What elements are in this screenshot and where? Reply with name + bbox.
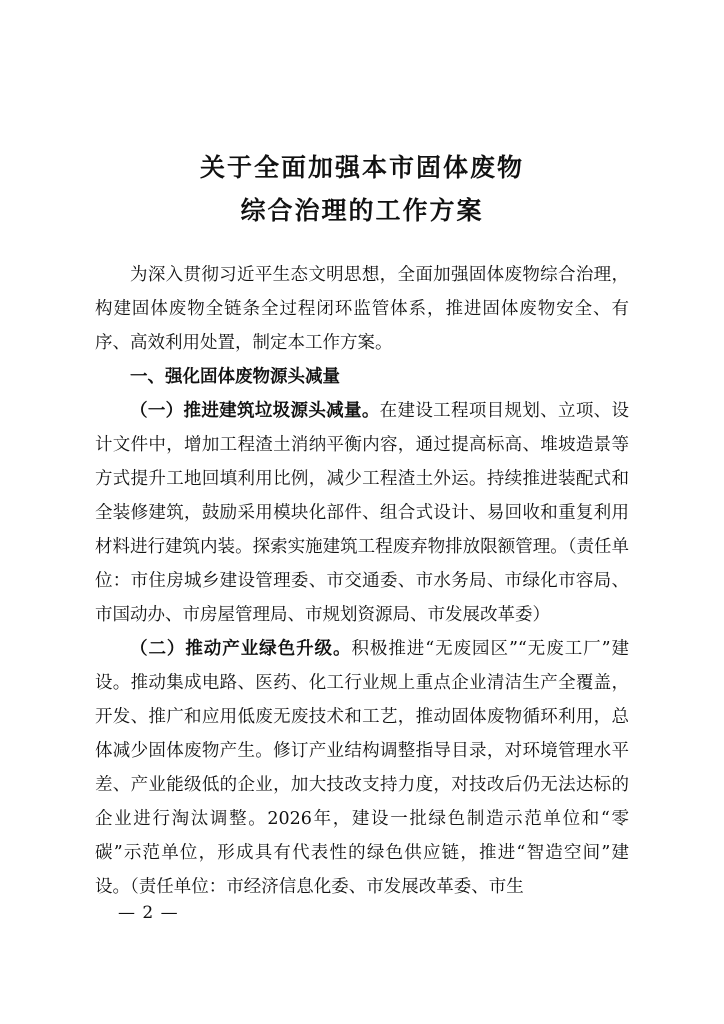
item-paragraph-1 — [95, 394, 629, 632]
section-heading: 一、强化固体废物源头减量 — [130, 367, 340, 387]
item-text: 在建设工程项目规划、立项、设计文件中，增加工程渣土消纳平衡内容，通过提高标高、堆坡造景等方式提升工地回填利用比例，减少工程渣土外运。持续推进装配式和全装修建筑，鼓励采用模块化部件、组合式设计、易回收和重复利用材料进行建筑内装。探索实施建筑工程废弃物排放限额管理。（责任单位：市住房城乡建设管理委、市交通委、市水务局、市绿化市容局、市国动办、市房屋管理局、市规划资源局、市发展改革委） — [95, 401, 630, 625]
item-lead: （一）推进建筑垃圾源头减量。 — [130, 401, 380, 421]
item-lead: （二）推动产业绿色升级。 — [130, 639, 352, 659]
document-body — [95, 258, 629, 904]
page-number: — 2 — — [118, 903, 179, 923]
intro-paragraph: 为深入贯彻习近平生态文明思想，全面加强固体废物综合治理，构建固体废物全链条全过程闭环监管体系，推进固体废物安全、有序、高效利用处置，制定本工作方案。 — [95, 265, 629, 353]
item-paragraph-2 — [95, 632, 629, 904]
document-title-line-2: 综合治理的工作方案 — [240, 196, 484, 225]
item-text: 积极推进“无废园区”“无废工厂”建设。推动集成电路、医药、化工行业规上重点企业清洁生产全覆盖，开发、推广和应用低废无废技术和工艺，推动固体废物循环利用，总体减少固体废物产生。修订产业结构调整指导目录，对环境管理水平差、产业能级低的企业，加大技改支持力度，对技改后仍无法达标的企业进行淘汰调整。2026年，建设一批绿色制造示范单位和“零碳”示范单位，形成具有代表性的绿色供应链，推进“智造空间”建设。（责任单位：市经济信息化委、市发展改革委、市生 — [95, 639, 630, 897]
document-title-line-1: 关于全面加强本市固体废物 — [199, 153, 524, 182]
